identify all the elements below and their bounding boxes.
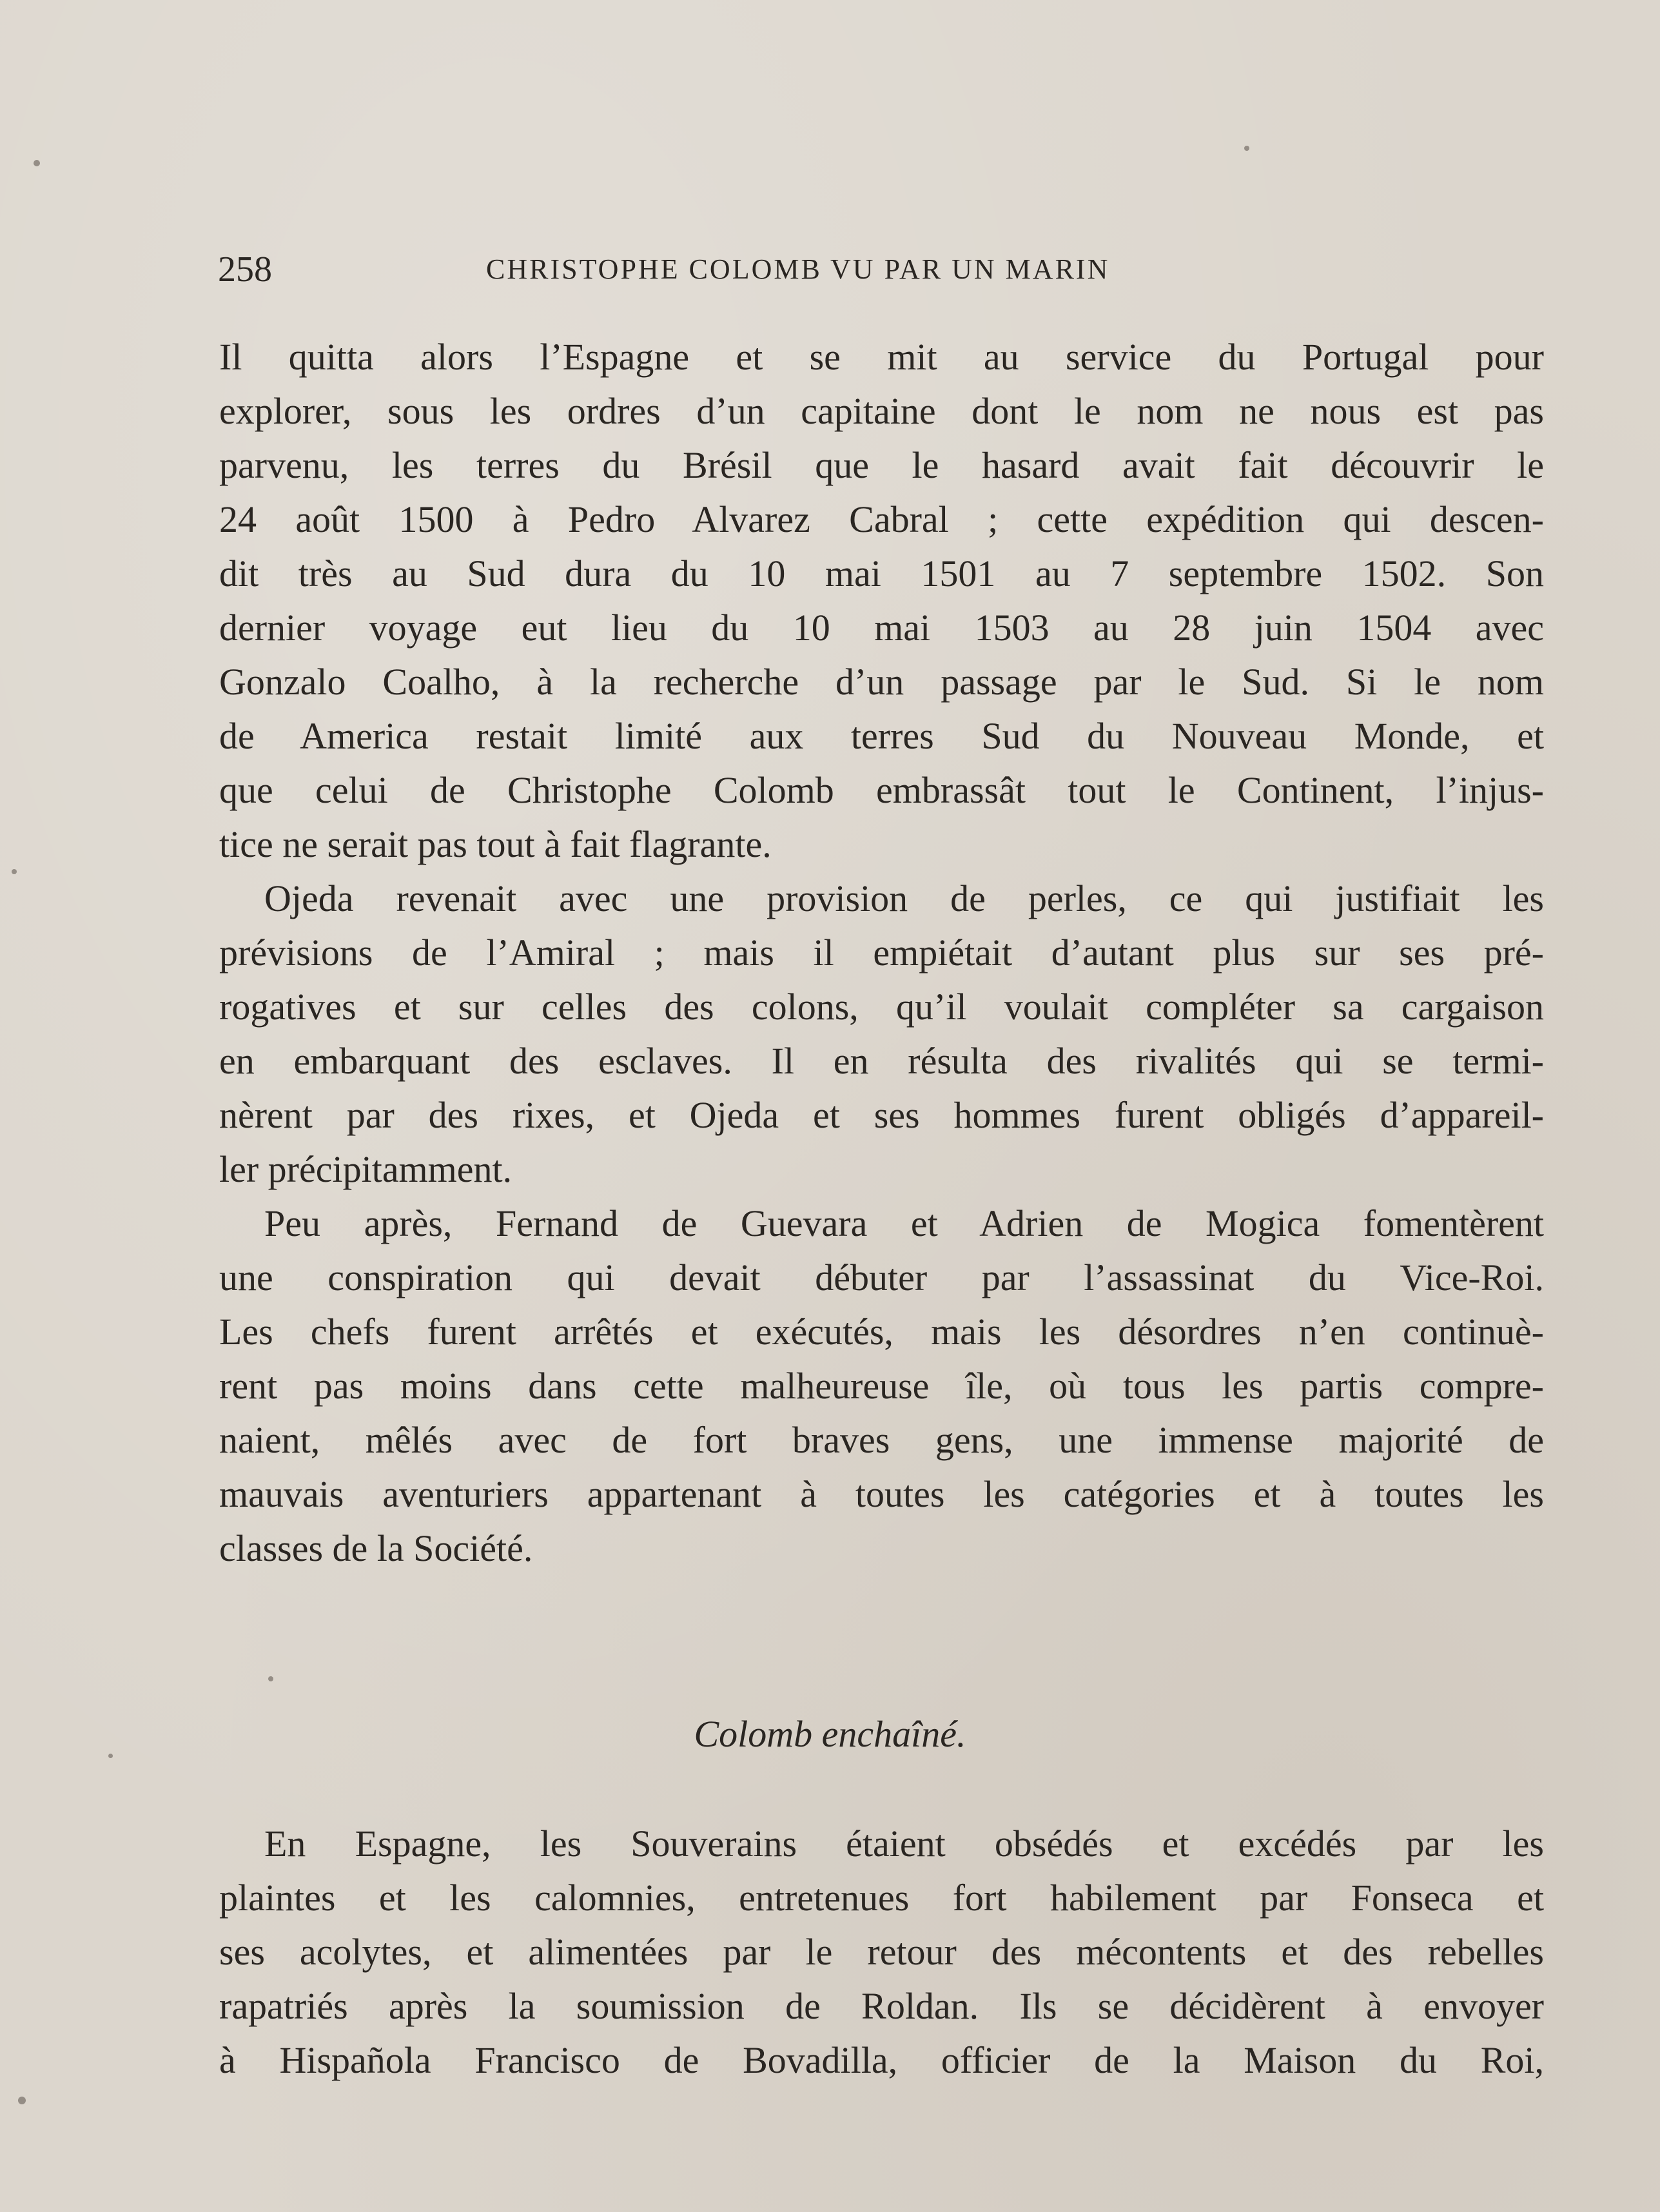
text-line: plaintes et les calomnies, entretenues fort habilement par Fonseca et bbox=[219, 1877, 1544, 1919]
text-line: ses acolytes, et alimentées par le retour des mécontents et des rebelles bbox=[219, 1931, 1544, 1973]
paragraph-3 bbox=[219, 1197, 1544, 1576]
running-title: CHRISTOPHE COLOMB VU PAR UN MARIN bbox=[486, 253, 1110, 285]
text-line: dit très au Sud dura du 10 mai 1501 au 7 septembre 1502. Son bbox=[219, 553, 1544, 594]
section-title: Colomb enchaîné. bbox=[694, 1713, 966, 1755]
text-line: prévisions de l’Amiral ; mais il empiétait d’autant plus sur ses pré- bbox=[219, 932, 1544, 974]
text-line: rent pas moins dans cette malheureuse île, où tous les partis compre- bbox=[219, 1365, 1544, 1407]
text-line: que celui de Christophe Colomb embrassât tout le Continent, l’injus- bbox=[219, 769, 1544, 811]
text-line: parvenu, les terres du Brésil que le hasard avait fait découvrir le bbox=[219, 444, 1544, 486]
text-line: rapatriés après la soumission de Roldan. Ils se décidèrent à envoyer bbox=[219, 1985, 1544, 2027]
text-line: Il quitta alors l’Espagne et se mit au service du Portugal pour bbox=[219, 336, 1544, 378]
text-line: 24 août 1500 à Pedro Alvarez Cabral ; cette expédition qui descen- bbox=[219, 498, 1544, 540]
text-line: Gonzalo Coalho, à la recherche d’un passage par le Sud. Si le nom bbox=[219, 661, 1544, 703]
paragraph-2 bbox=[219, 872, 1544, 1197]
text-line: classes de la Société. bbox=[219, 1527, 533, 1569]
text-line: dernier voyage eut lieu du 10 mai 1503 au 28 juin 1504 avec bbox=[219, 607, 1544, 649]
text-line: Les chefs furent arrêtés et exécutés, mais les désordres n’en continuè- bbox=[219, 1311, 1544, 1353]
text-line: en embarquant des esclaves. Il en résulta des rivalités qui se termi- bbox=[219, 1040, 1544, 1082]
text-line: explorer, sous les ordres d’un capitaine dont le nom ne nous est pas bbox=[219, 390, 1544, 432]
text-line: une conspiration qui devait débuter par l’assassinat du Vice-Roi. bbox=[219, 1257, 1544, 1298]
paragraph-1 bbox=[219, 330, 1544, 872]
running-head bbox=[218, 244, 1269, 295]
text-line: tice ne serait pas tout à fait flagrante. bbox=[219, 823, 772, 865]
text-line: nèrent par des rixes, et Ojeda et ses hommes furent obligés d’appareil- bbox=[219, 1094, 1544, 1136]
text-line: à Hispañola Francisco de Bovadilla, officier de la Maison du Roi, bbox=[219, 2039, 1544, 2081]
page-number: 258 bbox=[218, 250, 272, 289]
paper-speck bbox=[12, 869, 17, 874]
section-paragraph bbox=[219, 1817, 1544, 2088]
text-line: mauvais aventuriers appartenant à toutes les catégories et à toutes les bbox=[219, 1473, 1544, 1515]
paper-speck bbox=[34, 160, 40, 166]
text-line: ler précipitamment. bbox=[219, 1148, 513, 1190]
text-line: naient, mêlés avec de fort braves gens, une immense majorité de bbox=[219, 1419, 1544, 1461]
text-line: rogatives et sur celles des colons, qu’il voulait compléter sa cargaison bbox=[219, 986, 1544, 1028]
text-line: de America restait limité aux terres Sud du Nouveau Monde, et bbox=[219, 715, 1544, 757]
text-line: Ojeda revenait avec une provision de perles, ce qui justifiait les bbox=[264, 877, 1544, 919]
text-line: Peu après, Fernand de Guevara et Adrien de Mogica fomentèrent bbox=[264, 1202, 1544, 1244]
paper-speck bbox=[18, 2097, 26, 2104]
text-line: En Espagne, les Souverains étaient obsédés et excédés par les bbox=[264, 1823, 1544, 1865]
paper-speck bbox=[1244, 146, 1249, 151]
paper-speck bbox=[268, 1676, 273, 1681]
